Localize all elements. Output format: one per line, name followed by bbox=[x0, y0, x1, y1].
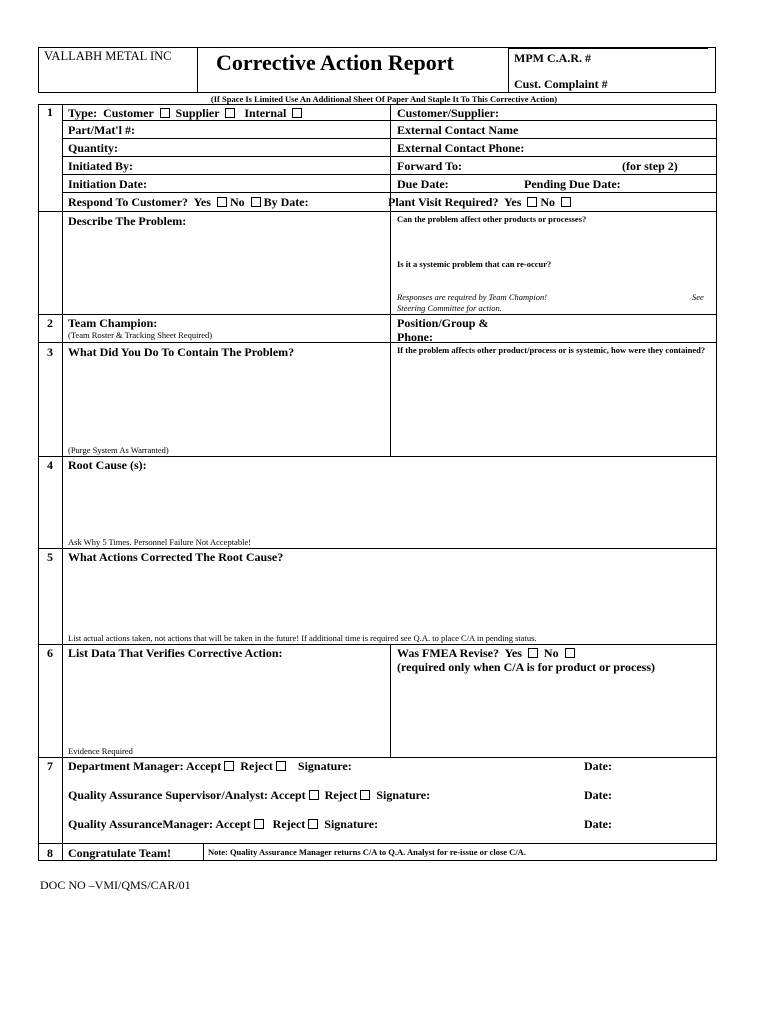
contain-problem-label: What Did You Do To Contain The Problem? bbox=[68, 345, 295, 359]
qa-sup-date-label: Date: bbox=[584, 788, 612, 802]
qa-sup-reject-checkbox[interactable] bbox=[360, 790, 370, 800]
dept-reject-checkbox[interactable] bbox=[276, 761, 286, 771]
team-champion-label: Team Champion: bbox=[68, 316, 158, 330]
for-step-2-label: (for step 2) bbox=[622, 159, 678, 173]
ext-contact-name-label: External Contact Name bbox=[397, 123, 519, 137]
initiation-date-label: Initiation Date: bbox=[68, 177, 147, 191]
qa-manager-row: Quality AssuranceManager: Accept Reject Signature: bbox=[68, 817, 379, 831]
page-title: Corrective Action Report bbox=[216, 50, 454, 75]
plant-visit-row: Plant Visit Required? Yes No bbox=[388, 195, 574, 209]
contained-question: If the problem affects other product/process or is systemic, how were they contained? bbox=[397, 345, 706, 355]
qa-mgr-accept-checkbox[interactable] bbox=[254, 819, 264, 829]
actions-corrected-label: What Actions Corrected The Root Cause? bbox=[68, 550, 284, 564]
steering-note: Steering Committee for action. bbox=[397, 303, 502, 313]
section-3-number: 3 bbox=[47, 345, 53, 359]
verify-data-label: List Data That Verifies Corrective Action: bbox=[68, 646, 283, 660]
fmea-note: (required only when C/A is for product or process) bbox=[397, 660, 656, 674]
dept-date-label: Date: bbox=[584, 759, 612, 773]
ext-contact-phone-label: External Contact Phone: bbox=[397, 141, 525, 155]
section-5-number: 5 bbox=[47, 550, 53, 564]
qa-supervisor-row: Quality Assurance Supervisor/Analyst: Accept Reject Signature: bbox=[68, 788, 431, 802]
type-customer-checkbox[interactable] bbox=[160, 108, 170, 118]
header-divider-2 bbox=[508, 47, 509, 93]
doc-number: DOC NO –VMI/QMS/CAR/01 bbox=[40, 878, 191, 892]
fmea-row: Was FMEA Revise? Yes No bbox=[397, 646, 578, 660]
qa-sup-accept-checkbox[interactable] bbox=[309, 790, 319, 800]
plant-visit-no-checkbox[interactable] bbox=[561, 197, 571, 207]
company-name: VALLABH METAL INC bbox=[44, 49, 172, 63]
s8-split bbox=[203, 843, 204, 861]
dept-manager-row: Department Manager: Accept Reject Signature: bbox=[68, 759, 352, 773]
section-7-number: 7 bbox=[47, 759, 53, 773]
qa-manager-note: Note: Quality Assurance Manager returns C/A to Q.A. Analyst for re-issue or close C/A. bbox=[208, 847, 526, 857]
number-column-divider bbox=[62, 104, 63, 861]
part-label: Part/Mat'l #: bbox=[68, 123, 135, 137]
header-car-overline bbox=[508, 47, 708, 49]
section-8-number: 8 bbox=[47, 846, 53, 860]
type-row: Type: Customer Supplier Internal bbox=[68, 106, 305, 120]
purge-note: (Purge System As Warranted) bbox=[68, 445, 169, 455]
section-4-number: 4 bbox=[47, 458, 53, 472]
car-number-label: MPM C.A.R. # bbox=[514, 51, 591, 65]
customer-supplier-label: Customer/Supplier: bbox=[397, 106, 499, 120]
respond-row: Respond To Customer? Yes No By Date: bbox=[68, 195, 309, 209]
team-roster-note: (Team Roster & Tracking Sheet Required) bbox=[68, 330, 213, 340]
ask-why-note: Ask Why 5 Times. Personnel Failure Not Acceptable! bbox=[68, 537, 252, 547]
fmea-no-checkbox[interactable] bbox=[565, 648, 575, 658]
fmea-yes-checkbox[interactable] bbox=[528, 648, 538, 658]
qa-mgr-date-label: Date: bbox=[584, 817, 612, 831]
header-divider-1 bbox=[197, 47, 198, 93]
plant-visit-yes-checkbox[interactable] bbox=[527, 197, 537, 207]
respond-no-checkbox[interactable] bbox=[251, 197, 261, 207]
see-note: See bbox=[692, 292, 704, 302]
type-supplier-checkbox[interactable] bbox=[225, 108, 235, 118]
responses-note: Responses are required by Team Champion! bbox=[397, 292, 548, 302]
section-2-number: 2 bbox=[47, 316, 53, 330]
systemic-question: Is it a systemic problem that can re-occur? bbox=[397, 259, 552, 269]
type-internal-checkbox[interactable] bbox=[292, 108, 302, 118]
initiated-by-label: Initiated By: bbox=[68, 159, 134, 173]
space-notice: (If Space Is Limited Use An Additional Sheet Of Paper And Staple It To This Corrective Action) bbox=[210, 94, 558, 104]
phone-label: Phone: bbox=[397, 330, 433, 344]
section-6-number: 6 bbox=[47, 646, 53, 660]
actions-note: List actual actions taken, not actions that will be taken in the future! If additional time is required see Q.A. to place C/A in pending status. bbox=[68, 633, 537, 643]
quantity-label: Quantity: bbox=[68, 141, 119, 155]
root-cause-label: Root Cause (s): bbox=[68, 458, 147, 472]
section-1-number: 1 bbox=[47, 105, 53, 119]
respond-yes-checkbox[interactable] bbox=[217, 197, 227, 207]
forward-to-label: Forward To: bbox=[397, 159, 463, 173]
describe-problem-label: Describe The Problem: bbox=[68, 214, 187, 228]
dept-accept-checkbox[interactable] bbox=[224, 761, 234, 771]
s6-split bbox=[390, 644, 391, 757]
evidence-note: Evidence Required bbox=[68, 746, 133, 756]
congratulate-team-label: Congratulate Team! bbox=[68, 846, 171, 860]
position-group-label: Position/Group & bbox=[397, 316, 489, 330]
complaint-number-label: Cust. Complaint # bbox=[514, 77, 608, 91]
affect-other-question: Can the problem affect other products or processes? bbox=[397, 214, 587, 224]
qa-mgr-reject-checkbox[interactable] bbox=[308, 819, 318, 829]
due-date-label: Due Date: bbox=[397, 177, 449, 191]
pending-due-date-label: Pending Due Date: bbox=[524, 177, 621, 191]
